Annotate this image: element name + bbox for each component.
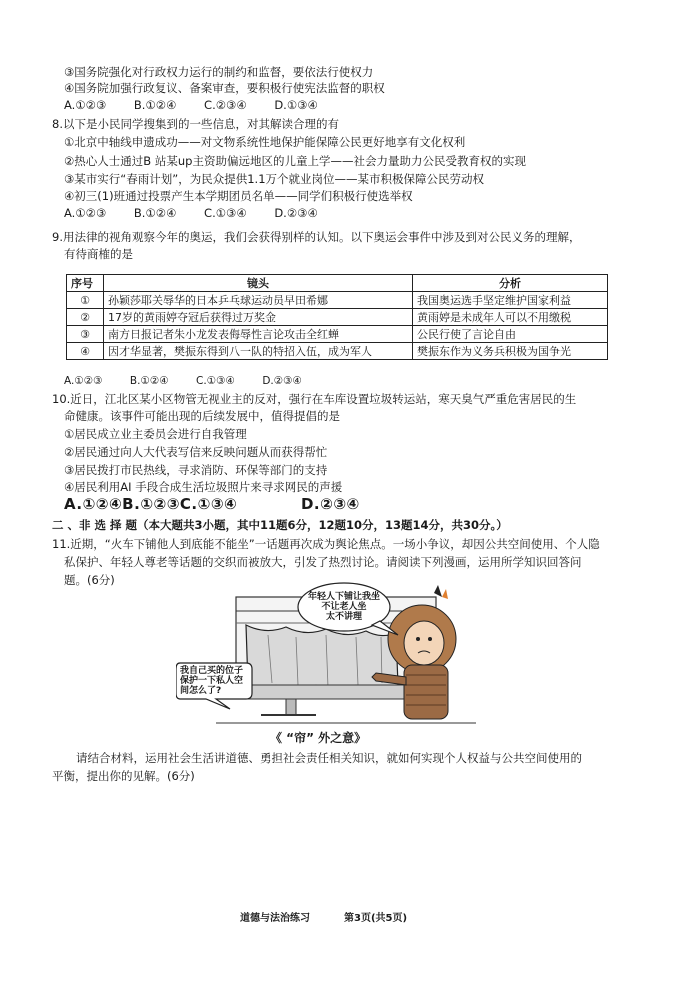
q7-choice-a: A.①②③ — [64, 98, 107, 112]
table-row — [67, 343, 608, 360]
q7-option-3: ③国务院强化对行政权力运行的制约和监督，要依法行使权力 — [64, 65, 374, 79]
q8-option-3: ③某市实行“春雨计划”，为民众提供1.1万个就业岗位——某市积极保障公民劳动权 — [64, 172, 485, 186]
q8-stem: 8.以下是小民同学搜集到的一些信息，对其解读合理的有 — [52, 117, 339, 131]
q11-line3: 题。(6分) — [64, 573, 115, 587]
q8-option-4: ④初三(1)班通过投票产生本学期团员名单——同学们积极行使选举权 — [64, 189, 413, 203]
q9-choice-b: B.①②④ — [129, 375, 169, 387]
q9-row-shot: 因才华显著，樊振东得到八一队的特招入伍，成为军人 — [104, 343, 413, 360]
q9-row-no: ① — [67, 292, 104, 309]
q11-line1: 11.近期，“火车下铺他人到底能不能坐”一话题再次成为舆论焦点。一场小争议，却因公共空间使用、个人隐 — [52, 537, 600, 551]
bubble-left-line1: 我自己买的位子 — [180, 666, 244, 676]
q9-header-no: 序号 — [67, 275, 104, 292]
q7-choice-b: B.①②④ — [133, 98, 177, 112]
bubble-left-line2: 保护一下私人空 — [180, 676, 244, 686]
q9-row-analysis: 我国奥运选手坚定维护国家利益 — [413, 292, 608, 309]
q10-choice-d: D.②③④ — [300, 495, 360, 513]
q10-option-1: ①居民成立业主委员会进行自我管理 — [64, 427, 247, 441]
q8-choice-b: B.①②④ — [133, 206, 177, 220]
q9-choice-d: D.②③④ — [262, 375, 302, 387]
q9-choice-a: A.①②③ — [64, 375, 103, 387]
q9-row-analysis: 黄雨婷是未成年人可以不用缴税 — [413, 309, 608, 326]
q10-option-4: ④居民利用AI 手段合成生活垃圾照片来寻求网民的声援 — [64, 480, 343, 494]
q9-row-no: ② — [67, 309, 104, 326]
q9-row-shot: 17岁的黄雨婷夺冠后获得过万奖金 — [104, 309, 413, 326]
q10-stem-line2: 命健康。该事件可能出现的后续发展中，值得提倡的是 — [64, 409, 340, 423]
q9-row-analysis: 公民行使了言论自由 — [413, 326, 608, 343]
q9-stem-line2: 有待商榷的是 — [64, 247, 133, 261]
q9-choice-c: C.①③④ — [196, 375, 235, 387]
q7-choice-d: D.①③④ — [274, 98, 318, 112]
q9-header-analysis: 分析 — [413, 275, 608, 292]
q11-prompt-line2: 平衡，提出你的见解。(6分) — [52, 769, 195, 783]
q9-row-no: ④ — [67, 343, 104, 360]
q9-table — [66, 274, 608, 360]
table-row — [67, 292, 608, 309]
q9-header-shot: 镜头 — [104, 275, 413, 292]
q7-option-4: ④国务院加强行政复议、备案审查，要积极行使宪法监督的职权 — [64, 81, 385, 95]
q11-line2: 私保护、年轻人尊老等话题的交织而被放大，引发了热烈讨论。请阅读下列漫画，运用所学知识回答问 — [64, 555, 582, 569]
q8-choice-c: C.①③④ — [204, 206, 247, 220]
bubble-right-line1: 年轻人下铺让我坐 — [308, 592, 381, 602]
q8-choice-a: A.①②③ — [64, 206, 107, 220]
q10-choices — [64, 496, 360, 512]
bubble-right — [308, 592, 380, 622]
q9-row-analysis: 樊振东作为义务兵积极为国争光 — [413, 343, 608, 360]
q11-cartoon — [176, 577, 476, 725]
bubble-right-line3: 太不讲理 — [326, 612, 363, 622]
q8-option-1: ①北京中轴线申遗成功——对文物系统性地保护能保障公民更好地享有文化权利 — [64, 135, 466, 149]
table-row — [67, 309, 608, 326]
q9-row-no: ③ — [67, 326, 104, 343]
q10-option-2: ②居民通过向人大代表写信来反映问题从而获得帮忙 — [64, 445, 328, 459]
q10-option-3: ③居民拨打市民热线，寻求消防、环保等部门的支持 — [64, 463, 328, 477]
section2-title: 二 、非 选 择 题（本大题共3小题，其中11题6分，12题10分，13题14分，共30分。） — [52, 518, 508, 532]
q9-stem-line1: 9.用法律的视角观察今年的奥运，我们会获得别样的认知。以下奥运会事件中涉及到对公民义务的理解， — [52, 230, 581, 244]
q9-choices — [64, 373, 326, 389]
q11-prompt-line1: 请结合材料，运用社会生活讲道德、勇担社会责任相关知识，就如何实现个人权益与公共空间使用的 — [76, 751, 582, 765]
bubble-right-line2: 不让老人坐 — [321, 602, 367, 612]
q9-row-shot: 南方日报记者朱小龙发表侮辱性言论攻击全红蝉 — [104, 326, 413, 343]
q9-table-header — [67, 275, 608, 292]
q10-choices-abc: A.①②④B.①②③C.①③④ — [64, 495, 238, 513]
q8-choices — [64, 205, 342, 221]
q7-choices — [64, 97, 342, 113]
q8-choice-d: D.②③④ — [274, 206, 318, 220]
footer-subject: 道德与法治练习 — [240, 913, 310, 924]
q7-choice-c: C.②③④ — [204, 98, 247, 112]
bubble-left-line3: 间怎么了? — [180, 686, 222, 696]
table-row — [67, 326, 608, 343]
bubble-left — [180, 666, 243, 696]
q8-option-2: ②热心人士通过B 站某up主资助偏远地区的儿童上学——社会力量助力公民受教育权的实现 — [64, 154, 526, 168]
q10-stem-line1: 10.近日，江北区某小区物管无视业主的反对，强行在车库设置垃圾转运站，寒天臭气严重危害居民的生 — [52, 392, 577, 406]
q9-row-shot: 孙颖莎耶关辱华的日本乒乓球运动员早田希娜 — [104, 292, 413, 309]
footer-page: 第3页(共5页) — [344, 913, 408, 924]
cartoon-caption: 《 “帘” 外之意》 — [270, 731, 367, 745]
